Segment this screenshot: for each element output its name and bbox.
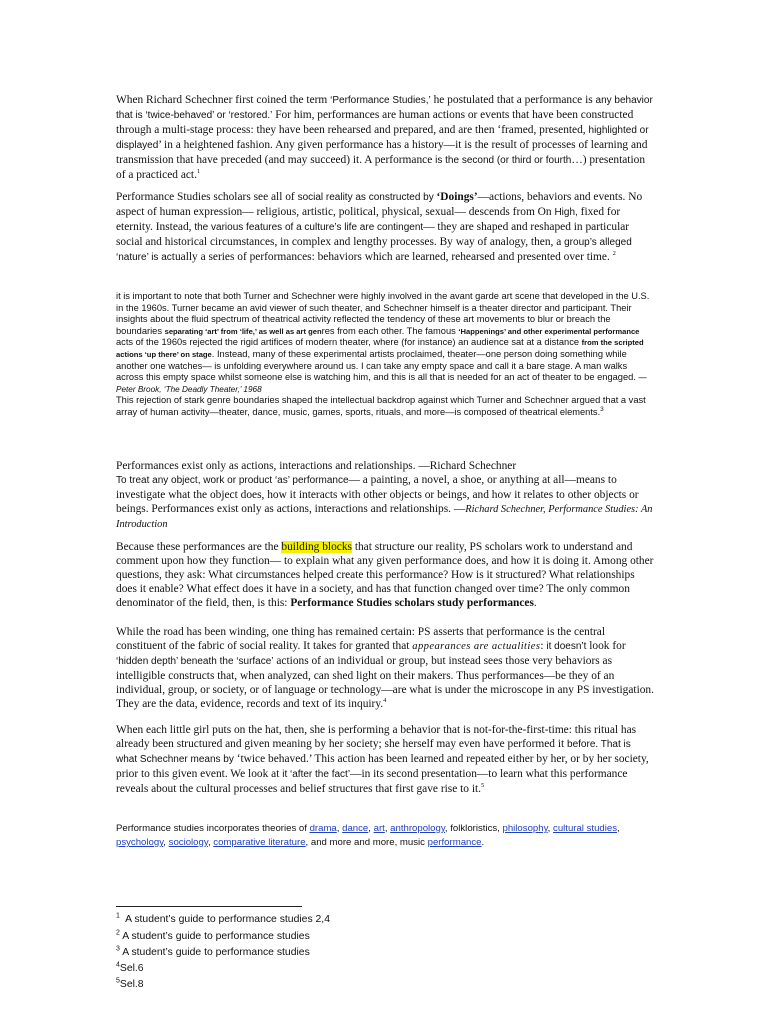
footnote-ref[interactable]: 5 (481, 782, 485, 790)
text: ’ in a heightened fashion. Any given performance has a history—it is the result of processes of learning and transmission that have preceded (and may succeed) it. A performance (116, 139, 648, 167)
paragraph-building-blocks (116, 540, 654, 610)
term-performance-studies: ‘Performance Studies,’ (330, 95, 431, 106)
footnote-ref[interactable]: 4 (383, 697, 387, 705)
link-cultural-studies[interactable]: cultural studies (553, 823, 618, 834)
highlighted-text: building blocks (281, 541, 352, 553)
text: actions of an individual or group, but instead sees those very behaviors as intelligible constructs that, when analyzed, can shed light on their makers. Thus performances—be they of an individual, group, or society, or of language or technology—are what is under the microscope in any PS investigation. They are the data, evidence, records and text of its inquiry. (116, 655, 654, 711)
paragraph-intro (116, 93, 654, 183)
text: . Instead, many of these experimental artists proclaimed, theater—one person doing something while another one watches— is unfolding everywhere around us. I can take any empty space and call it a bare stage. A man walks across this empty space whilst someone else is watching him, and this is all that is needed for an act of theater to be engaged. (116, 348, 639, 383)
text: Performance studies incorporates theories of (116, 823, 310, 834)
text: . (481, 837, 485, 848)
schechner-citation: Richard Schechner, Performance Studies: An Introduction (116, 504, 653, 531)
footnote-number: 1 (116, 912, 120, 920)
footnote-number: 4 (116, 961, 120, 969)
text: from the scripted actions ‘up there’ on stage (116, 338, 644, 359)
link-performance[interactable]: performance (427, 837, 482, 848)
text: separating ‘art’ from ‘life,’ as well as art gen (164, 326, 322, 336)
text: ‘Happenings’ and other experimental performance (458, 326, 640, 336)
link-sociology[interactable]: sociology (168, 837, 208, 848)
footnote-ref[interactable]: 1 (196, 168, 201, 176)
text: any behavior that is ‘twice-behaved’ or ‘restored.’ (116, 95, 653, 122)
footnote-number: 5 (116, 977, 120, 985)
epigraph-line: Performances exist only as actions, interactions and relationships. —Richard Schechner (116, 460, 517, 472)
text: . (533, 597, 537, 610)
paragraph-little-girl (116, 723, 654, 796)
text: social reality as constructed by (297, 192, 437, 203)
footnote-separator (116, 906, 302, 907)
footnote-ref[interactable]: 3 (600, 405, 604, 413)
text: highlighted or displayed (116, 125, 649, 152)
text: before. That is what Schechner means by (116, 739, 631, 766)
text: tually a series of performances: behaviors which are learned, rehearsed and presented over time. (171, 251, 610, 264)
text: , and more and more, music (305, 837, 428, 848)
footnote-text: Sel.8 (119, 979, 144, 990)
link-anthropology[interactable]: anthropology (390, 823, 445, 834)
text: res from each other. The famous (321, 325, 459, 336)
text: he postulated that a performance is (430, 94, 596, 106)
link-drama[interactable]: drama (309, 823, 337, 834)
footnote-3 (116, 946, 310, 959)
text: …) presentation of a practiced act. (116, 154, 646, 182)
italic-term: appearances are actualities (412, 641, 541, 653)
text: —in its second presentation—to learn what this performance reveals about the cultural processes and belief structures that first gave rise to it. (116, 768, 628, 796)
text: ‘hidden depth’ beneath the ‘surface’ (116, 656, 274, 668)
text: look for (586, 640, 626, 653)
doings-bold: ‘Doings’ (436, 191, 478, 203)
text: This rejection of stark genre boundaries shaped the intellectual backdrop against which Turner and Schechner argued that a vast array of human activity—theater, dance, music, games, sports, rituals, and more—is composed of theatrical elements. (116, 395, 646, 417)
paragraph-doings (116, 190, 654, 265)
text: — they are shaped and reshaped in particular social and historical circumstances, in complex and lengthy processes. By way of analogy, then, a (116, 221, 630, 249)
text: — a painting, a novel, a shoe, or anything at all—means to investigate what the object does, how it interacts with other objects or beings, and how it relates to other objects or beings. Performances exist only as actions, interactions and relationships. — (116, 474, 639, 516)
link-philosophy[interactable]: philosophy (502, 823, 548, 834)
text: is the second (or third or fourth (435, 155, 572, 167)
paragraph-appearances (116, 625, 654, 712)
text: , folkloristics, (444, 823, 503, 834)
text: Performance Studies scholars see all of (116, 191, 298, 203)
footnote-number: 3 (116, 945, 120, 953)
link-dance[interactable]: dance (342, 823, 369, 834)
footnote-ref[interactable]: 2 (612, 250, 616, 258)
footnote-text: A student’s guide to performance studies (122, 931, 310, 942)
text: that structure our reality, PS scholars work to understand and comment upon how they function— to explain what any given performance does, and how it is doing it. Among other questions, they ask: What circumstances helped create this performance? How is it structured? What relationships does it enable? What effect does it have in a society, and has that function changed over time? The only common denominator of the field, then, is this: (116, 541, 654, 610)
text: it is important to note that both Turner and Schechner were highly involved in the avant garde art scene that developed in the U.S. in the 1960s. Turner became an avid viewer of such theater, and Schechner himself is a theater director and participant. Their insights about the fluid spectrum of theatrical activity reflected the tendency of these art movements to blur or breach the boundaries (116, 291, 650, 336)
text: Because these performances are the (116, 541, 282, 553)
text: High, (554, 207, 578, 219)
link-art[interactable]: art (373, 823, 385, 834)
text: For him, performances are human actions or events that have been constructed through a multi-stage process: they have been rehearsed and prepared, and are then ‘framed, presented, (116, 109, 634, 137)
text: the various features of a culture’s life are contingent (194, 222, 424, 234)
footnote-text: Sel.6 (119, 963, 144, 974)
footnote-number: 2 (116, 929, 120, 937)
paragraph-epigraph (116, 459, 654, 532)
text: group’s alleged ‘nature’ is ac (116, 237, 632, 264)
footnote-text: A student’s guide to performance studies (122, 947, 310, 958)
footnote-text: A student’s guide to performance studies 2,4 (125, 914, 330, 925)
text: ‘twice behaved.’ This action has been learned and repeated either by her, or by her society, prior to this given event. We look at (116, 753, 649, 781)
paragraph-avant-garde (116, 291, 654, 419)
footnote-4 (116, 962, 144, 975)
text: acts of the 1960s rejected the rigid artifices of modern theater, where (for instance) an audience sat at a distance (116, 337, 582, 348)
text: fixed for eternity. Instead, (116, 206, 621, 234)
key-claim: Performance Studies scholars study performances (290, 597, 534, 610)
text: it doesn’t (546, 641, 587, 653)
footnote-5 (116, 978, 144, 991)
text: When each little girl puts on the hat, then, she is performing a behavior that is not-for-the-first-time: this ritual has already been structured and given meaning by her society; she herself may even have performed it (116, 724, 637, 751)
link-psychology[interactable]: psychology (116, 837, 164, 848)
text: it ‘after the fact’ (282, 769, 351, 781)
text: While the road has been winding, one thing has remained certain: PS asserts that performance is the central constituent of the fabric of social reality. It takes for granted that (116, 626, 606, 653)
text: When Richard Schechner first coined the term (116, 94, 331, 106)
footnote-1 (116, 913, 330, 926)
text: To treat any object, work or product ‘as’ performance (116, 475, 349, 487)
link-comparative-literature[interactable]: comparative literature (213, 837, 306, 848)
paragraph-theories: Performance studies incorporates theories of drama, dance, art, anthropology, folkloristics, philosophy, cultural studies, psychology, sociology, comparative literature, and more and more, music performance. (116, 823, 620, 848)
brook-citation: —Peter Brook, ‘The Deadly Theater,’ 1968 (116, 373, 647, 394)
text: —actions, behaviors and events. No aspect of human expression— religious, artistic, political, physical, sexual— descends from On (116, 191, 643, 219)
footnote-2 (116, 930, 310, 943)
text: : (540, 640, 547, 653)
